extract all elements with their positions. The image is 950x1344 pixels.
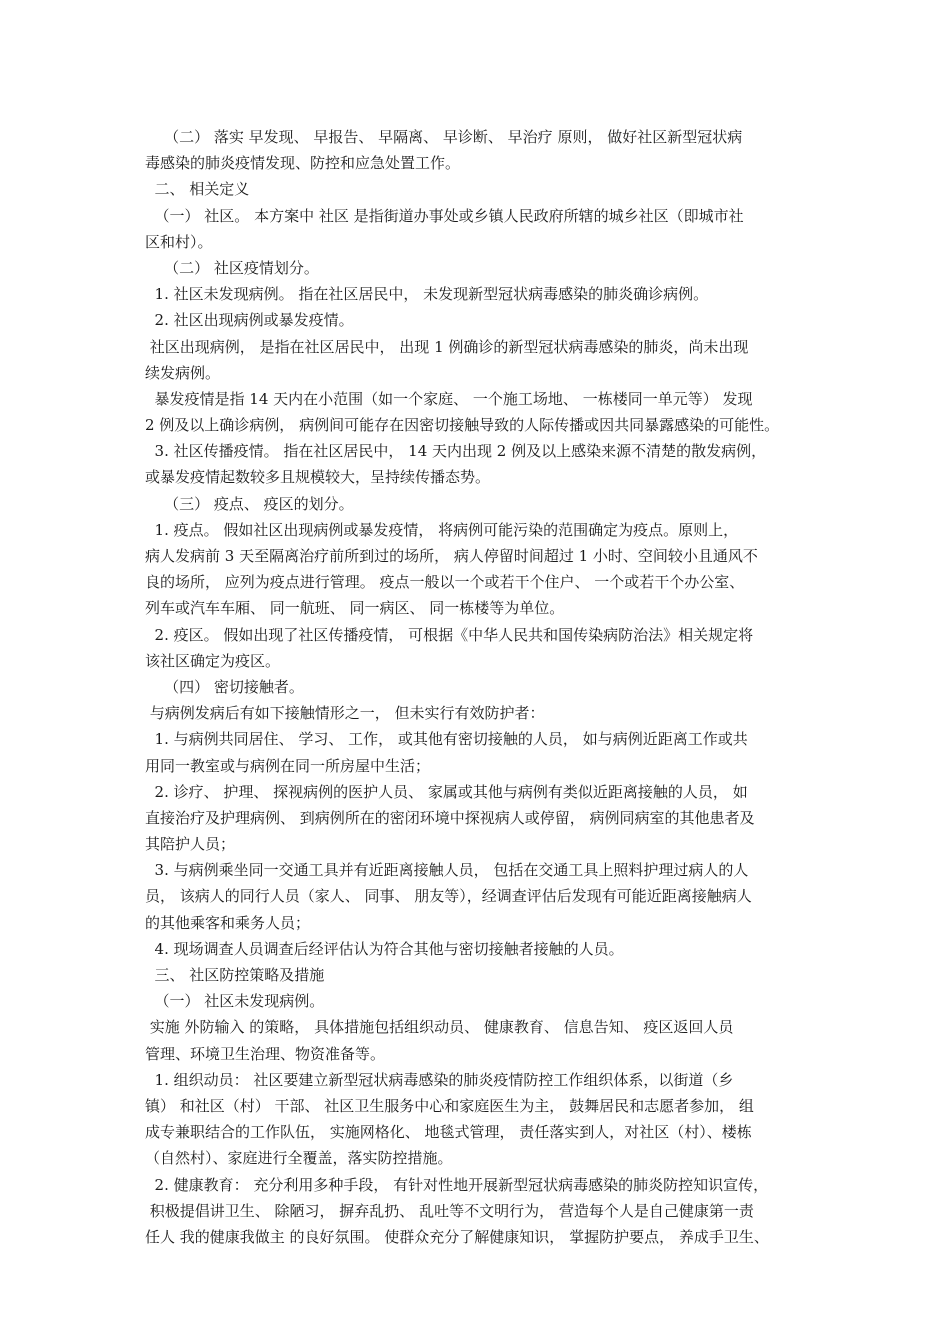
text-line: 续发病例。 (145, 363, 221, 382)
text-line: 积极提倡讲卫生、 除陋习， 摒弃乱扔、 乱吐等不文明行为， 营造每个人是自己健康第一责 (145, 1201, 754, 1220)
text-line: 2. 疫区。 假如出现了社区传播疫情， 可根据《中华人民共和国传染病防治法》相关规定将 (145, 625, 754, 644)
text-line: 二、 相关定义 (145, 180, 250, 199)
text-line: 列车或汽车车厢、 同一航班、 同一病区、 同一栋楼等为单位。 (145, 599, 565, 618)
text-line: 三、 社区防控策略及措施 (145, 966, 325, 984)
text-line: 直接治疗及护理病例、 到病例所在的密闭环境中探视病人或停留， 病例同病室的其他患者及 (145, 808, 755, 827)
text-line: 或暴发疫情起数较多且规模较大，呈持续传播态势。 (145, 468, 491, 487)
text-line: 社区出现病例， 是指在社区居民中， 出现 1 例确诊的新型冠状病毒感染的肺炎，尚未出现 (145, 337, 749, 356)
text-line: 1. 与病例共同居住、 学习、 工作， 或其他有密切接触的人员， 如与病例近距离工作或共 (145, 730, 748, 749)
text-line: （一） 社区。 本方案中 社区 是指街道办事处或乡镇人民政府所辖的城乡社区（即城市社 (145, 206, 744, 225)
text-line: （自然村）、家庭进行全覆盖，落实防控措施。 (145, 1149, 453, 1168)
text-line: （一） 社区未发现病例。 (145, 992, 325, 1011)
text-line: 3. 与病例乘坐同一交通工具并有近距离接触人员， 包括在交通工具上照料护理过病人的人 (145, 861, 749, 880)
text-line: 区和村）。 (145, 232, 213, 251)
text-line: 毒感染的肺炎疫情发现、防控和应急处置工作。 (145, 154, 461, 173)
text-line: 2. 社区出现病例或暴发疫情。 (145, 311, 354, 330)
text-line: （四） 密切接触者。 (145, 677, 304, 696)
text-line: （三） 疫点、 疫区的划分。 (145, 494, 354, 513)
text-line: 3. 社区传播疫情。 指在社区居民中， 14 天内出现 2 例及以上感染来源不清楚的散发病例， (145, 442, 767, 461)
text-line: 任人 我的健康我做主 的良好氛围。 使群众充分了解健康知识， 掌握防护要点， 养成手卫生、 (145, 1227, 769, 1246)
text-line: 的其他乘客和乘务人员； (145, 913, 311, 932)
text-line: 管理、环境卫生治理、物资准备等。 (145, 1044, 386, 1063)
text-line: 其陪护人员； (145, 835, 236, 854)
text-line: 2 例及以上确诊病例， 病例间可能存在因密切接触导致的人际传播或因共同暴露感染的可能性。 (145, 416, 780, 435)
text-line: 病人发病前 3 天至隔离治疗前所到过的场所， 病人停留时间超过 1 小时、空间较小且通风不 (145, 547, 758, 565)
text-line: 与病例发病后有如下接触情形之一， 但未实行有效防护者： (145, 704, 545, 723)
text-line: 1. 组织动员： 社区要建立新型冠状病毒感染的肺炎疫情防控工作组织体系，以街道（乡 (145, 1070, 734, 1089)
text-line: 2. 健康教育： 充分利用多种手段， 有针对性地开展新型冠状病毒感染的肺炎防控知识宣传， (145, 1175, 769, 1194)
text-line: 良的场所， 应列为疫点进行管理。 疫点一般以一个或若干个住户、 一个或若干个办公室、 (145, 573, 745, 592)
text-line: 暴发疫情是指 14 天内在小范围（如一个家庭、 一个施工场地、 一栋楼同一单元等） 发现 (145, 389, 753, 408)
text-line: 4. 现场调查人员调查后经评估认为符合其他与密切接触者接触的人员。 (145, 939, 624, 958)
text-line: 成专兼职结合的工作队伍， 实施网格化、 地毯式管理， 责任落实到人，对社区（村）、楼栋 (145, 1123, 752, 1142)
text-line: 该社区确定为疫区。 (145, 651, 281, 670)
text-line: 2. 诊疗、 护理、 探视病例的医护人员、 家属或其他与病例有类似近距离接触的人员， 如 (145, 782, 748, 801)
document-body (145, 124, 825, 1250)
text-line: 员， 该病人的同行人员（家人、 同事、 朋友等），经调查评估后发现有可能近距离接触病人 (145, 887, 752, 906)
text-line: （二） 社区疫情划分。 (145, 258, 319, 277)
text-line: 用同一教室或与病例在同一所房屋中生活； (145, 756, 431, 775)
text-line: 1. 社区未发现病例。 指在社区居民中， 未发现新型冠状病毒感染的肺炎确诊病例。 (145, 285, 709, 304)
text-line: （二） 落实 早发现、 早报告、 早隔离、 早诊断、 早治疗 原则， 做好社区新型冠状病 (145, 128, 743, 146)
text-line: 1. 疫点。 假如社区出现病例或暴发疫情， 将病例可能污染的范围确定为疫点。原则上， (145, 520, 739, 539)
text-line: 镇） 和社区（村） 干部、 社区卫生服务中心和家庭医生为主， 鼓舞居民和志愿者参加， 组 (145, 1096, 754, 1115)
text-line: 实施 外防输入 的策略， 具体措施包括组织动员、 健康教育、 信息告知、 疫区返回人员 (145, 1018, 734, 1037)
